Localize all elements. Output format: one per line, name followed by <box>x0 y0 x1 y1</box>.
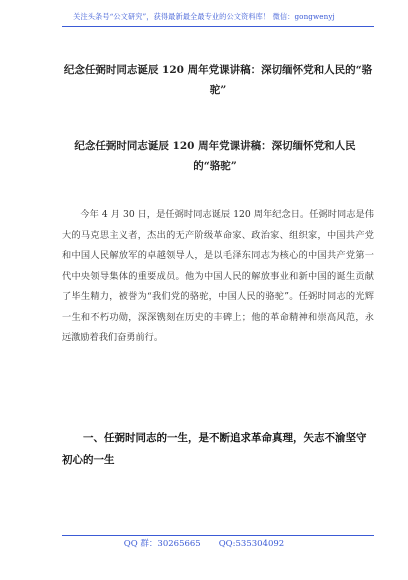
bottom-divider <box>62 535 374 536</box>
body-paragraph: 今年 4 月 30 日，是任弼时同志诞辰 120 周年纪念日。任弼时同志是伟大的马克思主义者，杰出的无产阶级革命家、政治家、组织家，中国共产党和中国人民解放军的卓越领导人，是以毛泽东同志为核心的中国共产党第一代中央领导集体的重要成员。他为中国人民的解放事业和新中国的诞生贡献了毕生精力，被誉为“我们党的骆驼，中国人民的骆驼”。任弼时同志的光辉一生和不朽功勋，深深镌刻在历史的丰碑上；他的革命精神和崇高风范，永远激励着我们奋勇前行。 <box>62 209 374 343</box>
top-divider <box>62 26 374 27</box>
footer-qq: QQ:535304092 <box>218 539 285 549</box>
top-banner: 关注头条号“公文研究”，获得最新最全最专业的公文资料库！ 微信：gongwenyj <box>73 12 335 21</box>
header-title: 纪念任弼时同志诞辰 120 周年党课讲稿：深切缅怀党和人民的“骆驼” <box>63 64 373 96</box>
footer <box>0 537 408 549</box>
section-heading: 一、任弼时同志的一生，是不断追求革命真理，矢志不渝坚守初心的一生 <box>62 432 367 466</box>
article-title: 纪念任弼时同志诞辰 120 周年党课讲稿：深切缅怀党和人民的“骆驼” <box>74 140 356 172</box>
footer-qq-group: QQ 群：30265665 <box>123 539 201 549</box>
